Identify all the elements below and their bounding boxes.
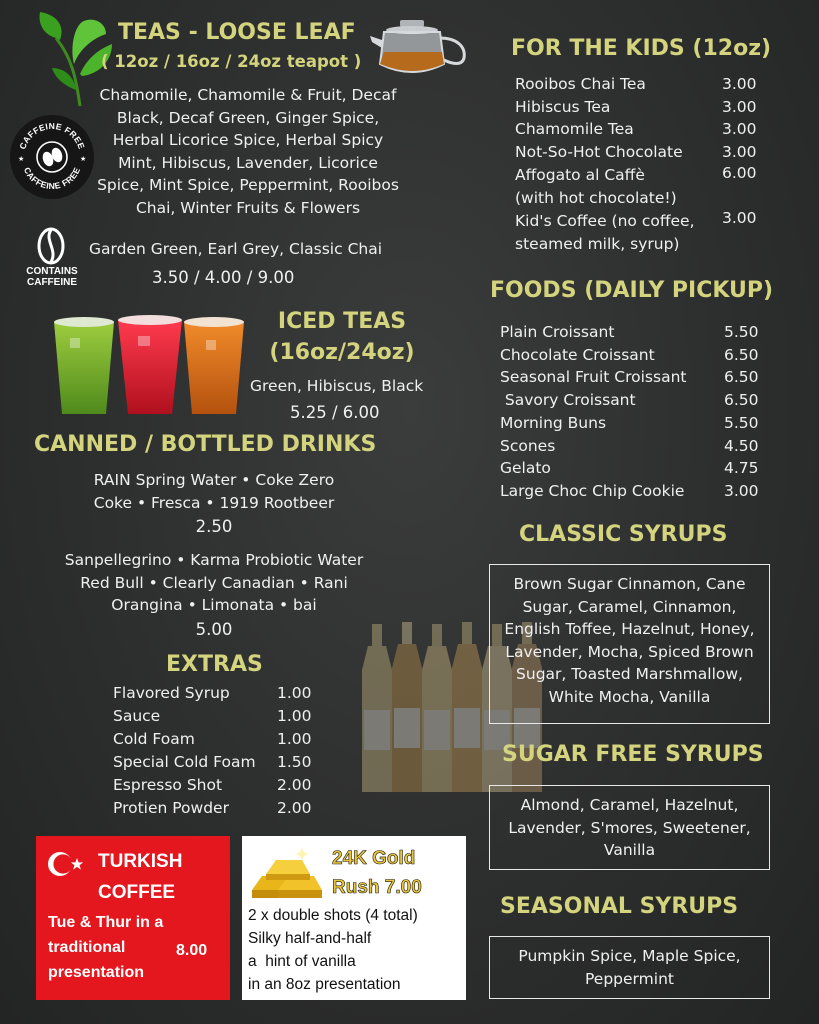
classic-syrups-line: Lavender, Mocha, Spiced Brown (505, 642, 754, 661)
turkey-flag-icon (44, 846, 88, 882)
contains-caffeine-badge (14, 266, 90, 288)
gold-title-line2: Rush 7.00 (332, 877, 422, 898)
kids-item-price: 3.00 (722, 209, 757, 227)
foods-item-price: 5.50 (724, 414, 759, 432)
classic-syrups-title: CLASSIC SYRUPS (519, 522, 728, 547)
seasonal-syrups-box (489, 936, 770, 999)
gold-title-line1: 24K Gold (332, 848, 416, 869)
sugar-free-line: Vanilla (603, 841, 656, 860)
gold-line: in an 8oz presentation (248, 976, 401, 993)
seasonal-line: Peppermint (585, 969, 674, 988)
iced-tea-cups-image (50, 314, 246, 418)
foods-item-name: Morning Buns (500, 414, 607, 432)
kids-item-name: Chamomile Tea (515, 120, 634, 138)
caffeine-list: Garden Green, Earl Grey, Classic Chai (89, 240, 383, 258)
canned-line: Orangina • Limonata • bai (111, 596, 317, 615)
turkish-desc-line2: traditional (48, 939, 126, 956)
turkish-title-line1: TURKISH (98, 851, 183, 872)
seasonal-line: Pumpkin Spice, Maple Spice, (518, 947, 741, 965)
canned-title: CANNED / BOTTLED DRINKS (34, 432, 377, 457)
seasonal-syrups-title: SEASONAL SYRUPS (500, 894, 739, 919)
extras-title: EXTRAS (166, 652, 263, 677)
foods-item-price: 6.50 (724, 346, 759, 364)
iced-teas-title-line2: (16oz/24oz) (269, 340, 415, 365)
kids-item-name-line2: steamed milk, syrup) (515, 235, 680, 253)
extras-item-name: Flavored Syrup (113, 684, 230, 702)
classic-syrups-line: White Mocha, Vanilla (548, 687, 711, 706)
svg-text:CAFFEINE FREE (17, 121, 86, 151)
canned-group1 (34, 469, 394, 539)
sugar-free-syrups-box (489, 785, 770, 870)
canned-group2 (24, 549, 404, 641)
teas-price: 3.50 / 4.00 / 9.00 (152, 268, 295, 287)
extras-item-name: Espresso Shot (113, 776, 223, 794)
foods-item-name: Scones (500, 437, 556, 455)
kids-item-name: Hibiscus Tea (515, 98, 611, 116)
kids-item-name: Affogato al Caffè (515, 166, 645, 184)
teas-sizes: ( 12oz / 16oz / 24oz teapot ) (101, 52, 362, 71)
canned-price: 5.00 (195, 619, 233, 639)
coffee-bean-icon (34, 226, 68, 266)
classic-syrups-line: Brown Sugar Cinnamon, Cane (513, 575, 746, 593)
extras-item-price: 2.00 (277, 776, 312, 794)
foods-item-price: 6.50 (724, 368, 759, 386)
caffeine-free-text-top: CAFFEINE FREE (17, 120, 87, 151)
extras-item-name: Sauce (113, 707, 161, 725)
classic-syrups-box (489, 564, 770, 724)
svg-text:★: ★ (80, 155, 87, 163)
caffeine-free-line: Spice, Mint Spice, Peppermint, Rooibos (97, 176, 399, 195)
caffeine-free-list (80, 84, 416, 220)
contains-caffeine-line: CAFFEINE (27, 277, 77, 288)
sugar-free-line: Almond, Caramel, Hazelnut, (520, 796, 739, 814)
kids-item-price: 3.00 (722, 75, 757, 93)
caffeine-free-line: Chai, Winter Fruits & Flowers (135, 198, 361, 217)
classic-syrups-line: Sugar, Caramel, Cinnamon, (522, 597, 737, 616)
iced-teas-title (262, 306, 422, 368)
contains-caffeine-line: CONTAINS (26, 266, 78, 277)
turkish-desc-line3: presentation (48, 964, 145, 981)
turkish-coffee-box (36, 836, 230, 1000)
sugar-free-line: Lavender, S'mores, Sweetener, (508, 818, 751, 837)
kids-item-name: Not-So-Hot Chocolate (515, 143, 683, 161)
canned-line: Red Bull • Clearly Canadian • Rani (80, 573, 348, 592)
foods-item-price: 5.50 (724, 323, 759, 341)
gold-bars-icon (248, 846, 324, 904)
caffeine-free-line: Mint, Hibiscus, Lavender, Licorice (118, 153, 378, 172)
canned-price: 2.50 (195, 517, 233, 537)
foods-item-name: Gelato (500, 459, 551, 477)
canned-line: Coke • Fresca • 1919 Rootbeer (93, 493, 335, 512)
svg-text:CAFFEINE FREE (22, 166, 82, 191)
classic-syrups-line: Sugar, Toasted Marshmallow, (516, 665, 743, 684)
glass-teapot-icon (366, 18, 468, 78)
extras-item-price: 1.50 (277, 753, 312, 771)
kids-item-price: 6.00 (722, 164, 757, 182)
extras-item-price: 1.00 (277, 730, 312, 748)
classic-syrups-line: English Toffee, Hazelnut, Honey, (504, 620, 755, 639)
extras-item-name: Cold Foam (113, 730, 195, 748)
extras-item-price: 1.00 (277, 684, 312, 702)
foods-item-name: Seasonal Fruit Croissant (500, 368, 687, 386)
extras-item-name: Special Cold Foam (113, 753, 256, 771)
turkish-price: 8.00 (176, 942, 208, 959)
foods-item-name: Plain Croissant (500, 323, 615, 341)
iced-teas-title-line1: ICED TEAS (277, 309, 407, 334)
svg-text:★: ★ (18, 155, 25, 163)
kids-item-price: 3.00 (722, 143, 757, 161)
extras-item-price: 2.00 (277, 799, 312, 817)
foods-title: FOODS (DAILY PICKUP) (490, 278, 774, 303)
teas-title: TEAS - LOOSE LEAF (118, 20, 356, 45)
canned-line: Sanpellegrino • Karma Probiotic Water (64, 551, 364, 569)
caffeine-free-line: Herbal Licorice Spice, Herbal Spicy (112, 131, 384, 150)
caffeine-free-line: Black, Decaf Green, Ginger Spice, (116, 108, 380, 127)
foods-item-price: 4.50 (724, 437, 759, 455)
turkish-title-line2: COFFEE (98, 882, 176, 903)
kids-item-name-line2: (with hot chocolate!) (515, 189, 677, 207)
caffeine-free-text-bottom: CAFFEINE FREE (21, 165, 83, 192)
extras-item-name: Protien Powder (113, 799, 229, 817)
kids-item-name: Rooibos Chai Tea (515, 75, 646, 93)
foods-item-name: Chocolate Croissant (500, 346, 655, 364)
foods-item-name: Savory Croissant (500, 391, 636, 409)
kids-item-price: 3.00 (722, 98, 757, 116)
sugar-free-syrups-title: SUGAR FREE SYRUPS (502, 742, 764, 767)
gold-rush-box (242, 836, 466, 1000)
foods-item-name: Large Choc Chip Cookie (500, 482, 685, 500)
gold-line: Silky half-and-half (248, 930, 372, 947)
foods-item-price: 6.50 (724, 391, 759, 409)
foods-item-price: 4.75 (724, 459, 759, 477)
gold-line: 2 x double shots (4 total) (248, 907, 418, 924)
gold-line: a hint of vanilla (248, 953, 356, 970)
kids-title: FOR THE KIDS (12oz) (511, 36, 772, 61)
canned-line: RAIN Spring Water • Coke Zero (93, 471, 335, 489)
foods-item-price: 3.00 (724, 482, 759, 500)
iced-teas-price: 5.25 / 6.00 (290, 403, 380, 422)
extras-item-price: 1.00 (277, 707, 312, 725)
kids-item-name: Kid's Coffee (no coffee, (515, 212, 695, 230)
caffeine-free-line: Chamomile, Chamomile & Fruit, Decaf (99, 86, 397, 104)
iced-teas-flavors: Green, Hibiscus, Black (250, 377, 424, 395)
kids-item-price: 3.00 (722, 120, 757, 138)
turkish-desc-line1: Tue & Thur in a (48, 914, 164, 931)
